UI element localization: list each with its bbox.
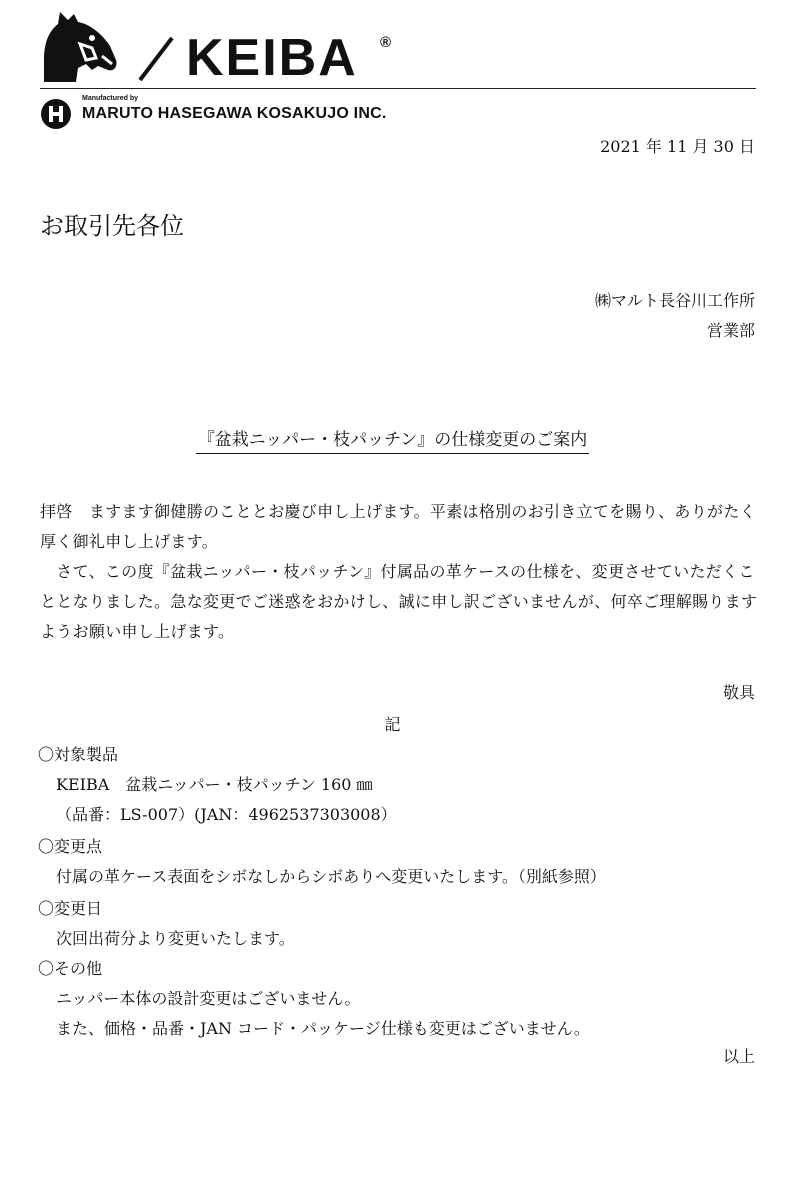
document-title-text: 『盆栽ニッパー・枝パッチン』の仕様変更のご案内 [196,425,589,454]
other-text-2: また、価格・品番・JAN コード・パッケージ仕様も変更はございません。 [56,1019,590,1038]
greeting-paragraph: 拝啓 ますます御健勝のこととお慶び申し上げます。平素は格別のお引き立てを賜り、ありがたく厚く御礼申し上げます。 [40,502,756,551]
change-date-text: 次回出荷分より変更いたします。 [56,929,295,948]
target-product-name: KEIBA 盆栽ニッパー・枝パッチン 160 ㎜ [56,775,373,794]
manufactured-by-label: Manufactured by [82,95,139,102]
header-rule [40,88,756,89]
letter-date: 2021 年 11 月 30 日 [600,137,755,156]
keiba-horse-logo [40,8,120,84]
closing-keigu: 敬具 [722,683,755,702]
document-title [0,425,785,454]
addressee: お取引先各位 [40,212,184,240]
other-heading: 〇その他 [38,959,103,978]
target-product-codes: （品番：LS-007）(JAN：4962537303008） [56,805,397,824]
maruto-logo [40,98,72,130]
change-point-heading: 〇変更点 [38,837,103,856]
keiba-wordmark: KEIBA [186,29,358,87]
company-name-en: MARUTO HASEGAWA KOSAKUJO INC. [82,105,387,122]
slash-mark [134,34,178,84]
target-product-heading: 〇対象製品 [38,745,119,764]
other-text-1: ニッパー本体の設計変更はございません。 [56,989,361,1008]
ki-heading: 記 [384,715,401,734]
registered-mark: ® [380,34,392,51]
change-point-text: 付属の革ケース表面をシボなしからシボありへ変更いたします。（別紙参照） [56,867,606,886]
end-mark: 以上 [722,1047,755,1066]
sender-company: ㈱マルト長谷川工作所 [594,291,755,310]
notice-paragraph: さて、この度『盆栽ニッパー・枝パッチン』付属品の革ケースの仕様を、変更させていただくこととなりました。急な変更でご迷惑をおかけし、誠に申し訳ございませんが、何卒ご理解賜りますようお願い申し上げます。 [40,562,758,641]
change-date-heading: 〇変更日 [38,899,103,918]
sender-department: 営業部 [706,321,755,340]
